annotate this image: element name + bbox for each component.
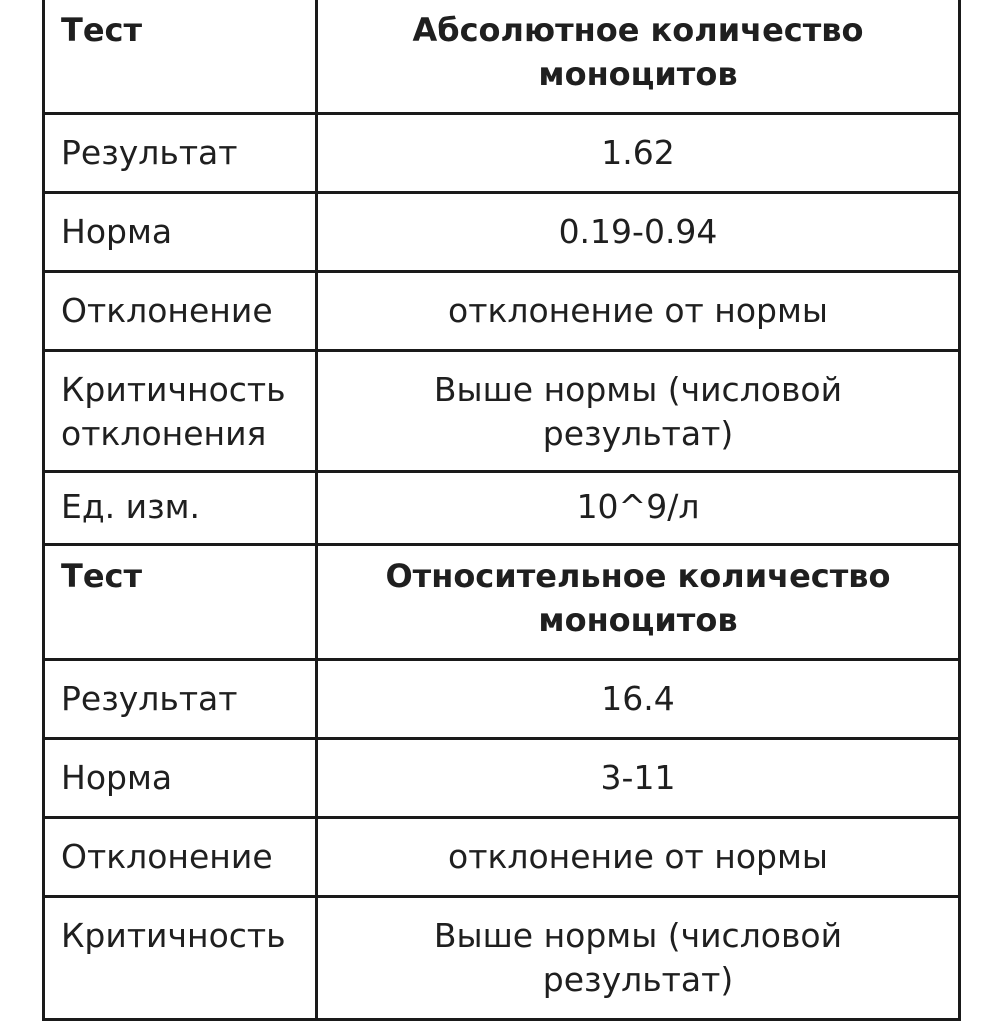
row-label: Результат: [44, 660, 317, 739]
row-label: Критичность: [44, 897, 317, 1020]
test-header-row: [44, 0, 960, 114]
lab-results-table-container: [42, 0, 958, 1021]
table-row-result: [44, 114, 960, 193]
row-value: отклонение от нормы: [317, 272, 960, 351]
table-row-result: [44, 660, 960, 739]
row-value: 3-11: [317, 739, 960, 818]
row-label: Отклонение: [44, 818, 317, 897]
row-label: Критичность отклонения: [44, 351, 317, 472]
row-label: Отклонение: [44, 272, 317, 351]
row-label: Норма: [44, 193, 317, 272]
lab-results-table: [42, 0, 961, 1021]
test-header-row: [44, 545, 960, 660]
table-row-deviation: [44, 272, 960, 351]
row-value: отклонение от нормы: [317, 818, 960, 897]
table-row-criticality: [44, 351, 960, 472]
test-header-label: Тест: [44, 0, 317, 114]
row-value: 16.4: [317, 660, 960, 739]
row-value: Выше нормы (числовой результат): [317, 897, 960, 1020]
test-header-label: Тест: [44, 545, 317, 660]
row-value: Выше нормы (числовой результат): [317, 351, 960, 472]
row-label: Результат: [44, 114, 317, 193]
row-value: 0.19-0.94: [317, 193, 960, 272]
test-name: Относительное количество моноцитов: [317, 545, 960, 660]
row-label: Норма: [44, 739, 317, 818]
row-value: 1.62: [317, 114, 960, 193]
table-row-units: [44, 472, 960, 545]
table-row-norm: [44, 193, 960, 272]
table-row-norm: [44, 739, 960, 818]
test-name: Абсолютное количество моноцитов: [317, 0, 960, 114]
row-label: Ед. изм.: [44, 472, 317, 545]
table-row-deviation: [44, 818, 960, 897]
row-value: 10^9/л: [317, 472, 960, 545]
